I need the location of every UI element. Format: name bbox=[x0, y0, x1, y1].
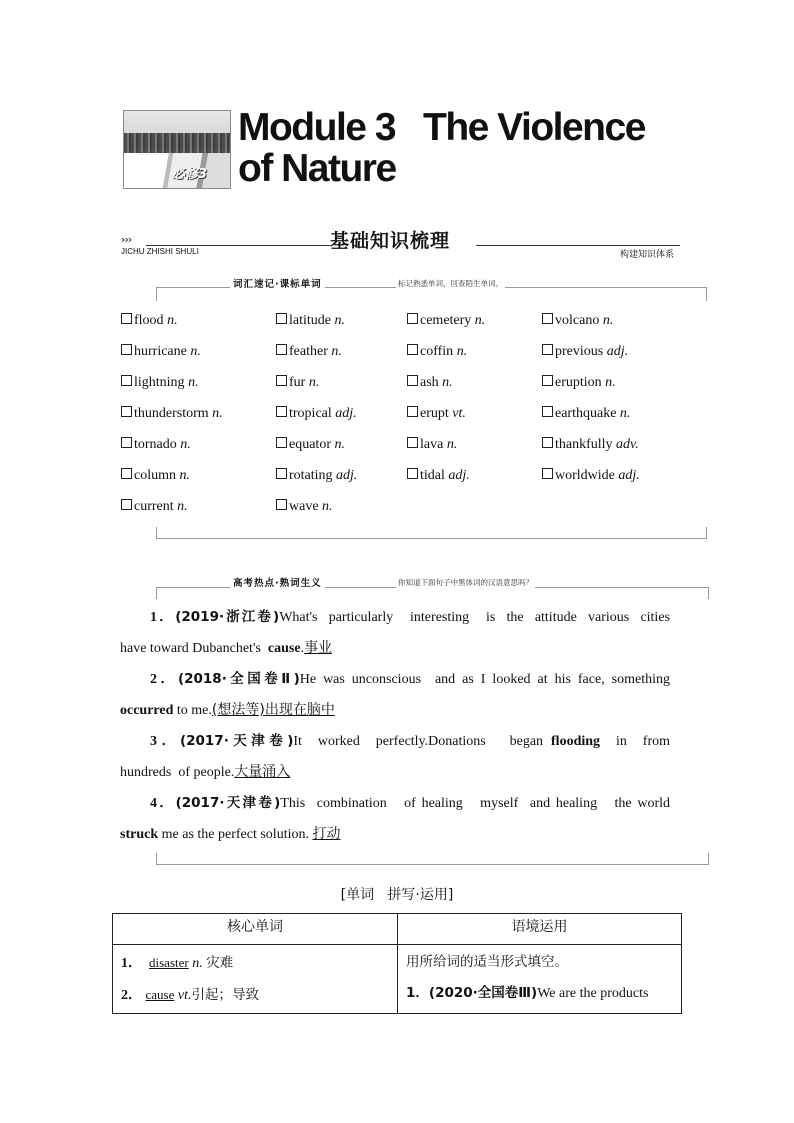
vocab-word[interactable] bbox=[407, 344, 467, 360]
vocab-word[interactable] bbox=[276, 375, 319, 391]
table-row bbox=[113, 945, 682, 1014]
checkbox-icon[interactable] bbox=[407, 406, 418, 417]
vocab-word[interactable] bbox=[276, 406, 357, 422]
checkbox-icon[interactable] bbox=[276, 468, 287, 479]
vocab-word[interactable] bbox=[407, 406, 466, 422]
vocab-word-pos: n. bbox=[619, 406, 631, 421]
table-header: 核心单词 bbox=[113, 914, 398, 945]
vocab-word-pos: n. bbox=[605, 375, 616, 390]
checkbox-icon[interactable] bbox=[407, 344, 418, 355]
vocab-table bbox=[112, 913, 682, 1014]
vocab-word-text: tropical bbox=[289, 406, 332, 421]
vocab-word-text: equator bbox=[289, 437, 331, 452]
vocab-word-pos: n. bbox=[334, 437, 345, 452]
thumbnail-tag: 必修3 bbox=[172, 167, 208, 182]
section-title: 基础知识梳理 bbox=[330, 230, 451, 252]
vocab-word[interactable] bbox=[121, 499, 188, 515]
answer: 打动 bbox=[312, 826, 341, 842]
vocab-word-text: current bbox=[134, 499, 174, 514]
checkbox-icon[interactable] bbox=[542, 406, 553, 417]
section-rule-right bbox=[476, 245, 680, 246]
table-instruction: 用所给词的适当形式填空。 bbox=[406, 954, 568, 970]
vocab-word[interactable] bbox=[542, 406, 630, 422]
vocab-word[interactable] bbox=[121, 344, 201, 360]
answer: 大量涌入 bbox=[234, 764, 291, 780]
vocab-word[interactable] bbox=[276, 437, 345, 453]
vocab-word-text: lava bbox=[420, 437, 444, 452]
vocab-word-pos: n. bbox=[602, 313, 614, 328]
vocab-word-text: volcano bbox=[555, 313, 600, 328]
vocab-word-text: tidal bbox=[420, 468, 445, 483]
hot-box-label: 高考热点·熟词生义 bbox=[230, 575, 325, 589]
vocab-word-text: worldwide bbox=[555, 468, 615, 483]
vocab-word-text: tornado bbox=[134, 437, 177, 452]
checkbox-icon[interactable] bbox=[121, 468, 132, 479]
vocab-word-pos: adj. bbox=[336, 468, 358, 483]
vocab-word[interactable] bbox=[121, 406, 223, 422]
checkbox-icon[interactable] bbox=[121, 344, 132, 355]
vocab-word[interactable] bbox=[542, 344, 628, 360]
vocab-word[interactable] bbox=[121, 468, 190, 484]
vocab-word[interactable] bbox=[542, 468, 640, 484]
vocab-word-text: lightning bbox=[134, 375, 185, 390]
hot-item-3: 3．(2017·天津卷)It worked perfectly.Donations began flooding in from hundreds of people.大量涌入 bbox=[120, 733, 671, 780]
checkbox-icon[interactable] bbox=[121, 499, 132, 510]
checkbox-icon[interactable] bbox=[542, 437, 553, 448]
section-arrows-icon: ››› bbox=[121, 233, 132, 246]
vocab-word-text: earthquake bbox=[555, 406, 617, 421]
checkbox-icon[interactable] bbox=[407, 437, 418, 448]
vocab-word-pos: n. bbox=[474, 313, 486, 328]
vocab-word-text: fur bbox=[289, 375, 306, 390]
vocab-word[interactable] bbox=[407, 313, 485, 329]
checkbox-icon[interactable] bbox=[407, 313, 418, 324]
vocab-word-pos: n. bbox=[442, 375, 453, 390]
vocab-word-text: flood bbox=[134, 313, 164, 328]
answer: (想法等)出现在脑中 bbox=[211, 702, 335, 718]
title-line-2: of Nature bbox=[238, 147, 396, 190]
vocab-word-text: coffin bbox=[420, 344, 454, 359]
vocab-word-pos: adv. bbox=[616, 437, 639, 452]
answer: cause bbox=[145, 987, 175, 1002]
vocab-word[interactable] bbox=[276, 313, 345, 329]
checkbox-icon[interactable] bbox=[121, 313, 132, 324]
checkbox-icon[interactable] bbox=[542, 313, 553, 324]
vocab-word-pos: n. bbox=[322, 499, 333, 514]
vocab-word-pos: n. bbox=[446, 437, 458, 452]
hot-item-4: 4．(2017·天津卷)This combination of healing myself and healing the world struck me as the perfect solution. 打动 bbox=[120, 795, 671, 842]
vocab-word-text: wave bbox=[289, 499, 319, 514]
vocab-word-text: previous bbox=[555, 344, 604, 359]
table-item-1: 1． disaster n. 灾难 bbox=[121, 955, 234, 971]
thumbnail-trees bbox=[124, 133, 230, 153]
vocab-grid bbox=[121, 313, 691, 533]
vocab-word-text: rotating bbox=[289, 468, 333, 483]
checkbox-icon[interactable] bbox=[407, 468, 418, 479]
vocab-word-pos: n. bbox=[308, 375, 320, 390]
section-rule-left bbox=[146, 245, 330, 246]
vocab-word-pos: n. bbox=[188, 375, 199, 390]
vocab-word[interactable] bbox=[542, 437, 639, 453]
vocab-word-text: column bbox=[134, 468, 176, 483]
checkbox-icon[interactable] bbox=[276, 437, 287, 448]
vocab-word-pos: adj. bbox=[335, 406, 357, 421]
vocab-word-text: latitude bbox=[289, 313, 331, 328]
table-item-2: 2． cause vt.引起；导致 bbox=[121, 987, 259, 1003]
module-title bbox=[238, 107, 645, 189]
vocab-word-pos: n. bbox=[179, 468, 190, 483]
checkbox-icon[interactable] bbox=[407, 375, 418, 386]
vocab-word-pos: n. bbox=[180, 437, 191, 452]
vocab-word[interactable] bbox=[276, 499, 333, 515]
vocab-word-text: feather bbox=[289, 344, 328, 359]
vocab-word-pos: adj. bbox=[448, 468, 470, 483]
vocab-word-text: thankfully bbox=[555, 437, 613, 452]
checkbox-icon[interactable] bbox=[121, 437, 132, 448]
vocab-word-text: ash bbox=[420, 375, 439, 390]
vocab-word-pos: n. bbox=[334, 313, 345, 328]
vocab-word-pos: n. bbox=[167, 313, 178, 328]
checkbox-icon[interactable] bbox=[276, 499, 287, 510]
checkbox-icon[interactable] bbox=[121, 375, 132, 386]
vocab-word[interactable] bbox=[276, 344, 342, 360]
checkbox-icon[interactable] bbox=[276, 406, 287, 417]
vocab-word[interactable] bbox=[121, 313, 178, 329]
vocab-word[interactable] bbox=[542, 375, 616, 391]
vocab-word-pos: n. bbox=[190, 344, 201, 359]
vocab-word[interactable] bbox=[407, 375, 453, 391]
checkbox-icon[interactable] bbox=[542, 375, 553, 386]
checkbox-icon[interactable] bbox=[542, 468, 553, 479]
section-pinyin: JICHU ZHISHI SHULI bbox=[121, 247, 199, 256]
vocab-word[interactable] bbox=[407, 468, 470, 484]
section-subtitle: 构建知识体系 bbox=[620, 250, 675, 260]
vocab-word-text: hurricane bbox=[134, 344, 187, 359]
vocab-box-label: 词汇速记·课标单词 bbox=[230, 276, 325, 290]
vocab-word[interactable] bbox=[121, 437, 191, 453]
answer: disaster bbox=[149, 955, 189, 970]
vocab-word[interactable] bbox=[276, 468, 357, 484]
hot-item-2: 2．(2018·全国卷Ⅱ)He was unconscious and as I looked at his face, something occurred to me.(想法等)出现在脑中 bbox=[120, 671, 671, 718]
vocab-word-text: thunderstorm bbox=[134, 406, 209, 421]
vocab-word[interactable] bbox=[542, 313, 613, 329]
table-header: 语境运用 bbox=[398, 914, 682, 945]
vocab-word-pos: n. bbox=[331, 344, 342, 359]
vocab-word-text: cemetery bbox=[420, 313, 472, 328]
checkbox-icon[interactable] bbox=[276, 375, 287, 386]
checkbox-icon[interactable] bbox=[121, 406, 132, 417]
vocab-word-pos: adj. bbox=[606, 344, 629, 359]
checkbox-icon[interactable] bbox=[276, 313, 287, 324]
vocab-word-pos: n. bbox=[456, 344, 468, 359]
vocab-word-text: eruption bbox=[555, 375, 602, 390]
table-caption: [单词 拼写·运用] bbox=[340, 887, 454, 903]
vocab-word[interactable] bbox=[407, 437, 457, 453]
vocab-word-pos: n. bbox=[177, 499, 188, 514]
vocab-word[interactable] bbox=[121, 375, 199, 391]
vocab-word-text: erupt bbox=[420, 406, 449, 421]
vocab-word-pos: n. bbox=[212, 406, 223, 421]
vocab-word-pos: vt. bbox=[452, 406, 466, 421]
module-thumbnail bbox=[123, 110, 231, 189]
hot-box-note: 你知道下面句子中黑体词的汉语意思吗？ bbox=[398, 578, 533, 587]
title-line-1: Module 3 The Violence bbox=[238, 106, 645, 149]
checkbox-icon[interactable] bbox=[542, 344, 553, 355]
vocab-box-note: 标记熟悉单词，回查陌生单词。 bbox=[398, 279, 503, 288]
answer: 事业 bbox=[304, 640, 333, 656]
table-exercise-1: 1．(2020·全国卷Ⅲ)We are the products bbox=[406, 985, 649, 1001]
vocab-word-pos: adj. bbox=[618, 468, 640, 483]
checkbox-icon[interactable] bbox=[276, 344, 287, 355]
hot-item-1: 1．(2019·浙江卷)What's particularly interesting is the attitude various cities have toward Dubanchet's cause.事业 bbox=[120, 609, 670, 656]
